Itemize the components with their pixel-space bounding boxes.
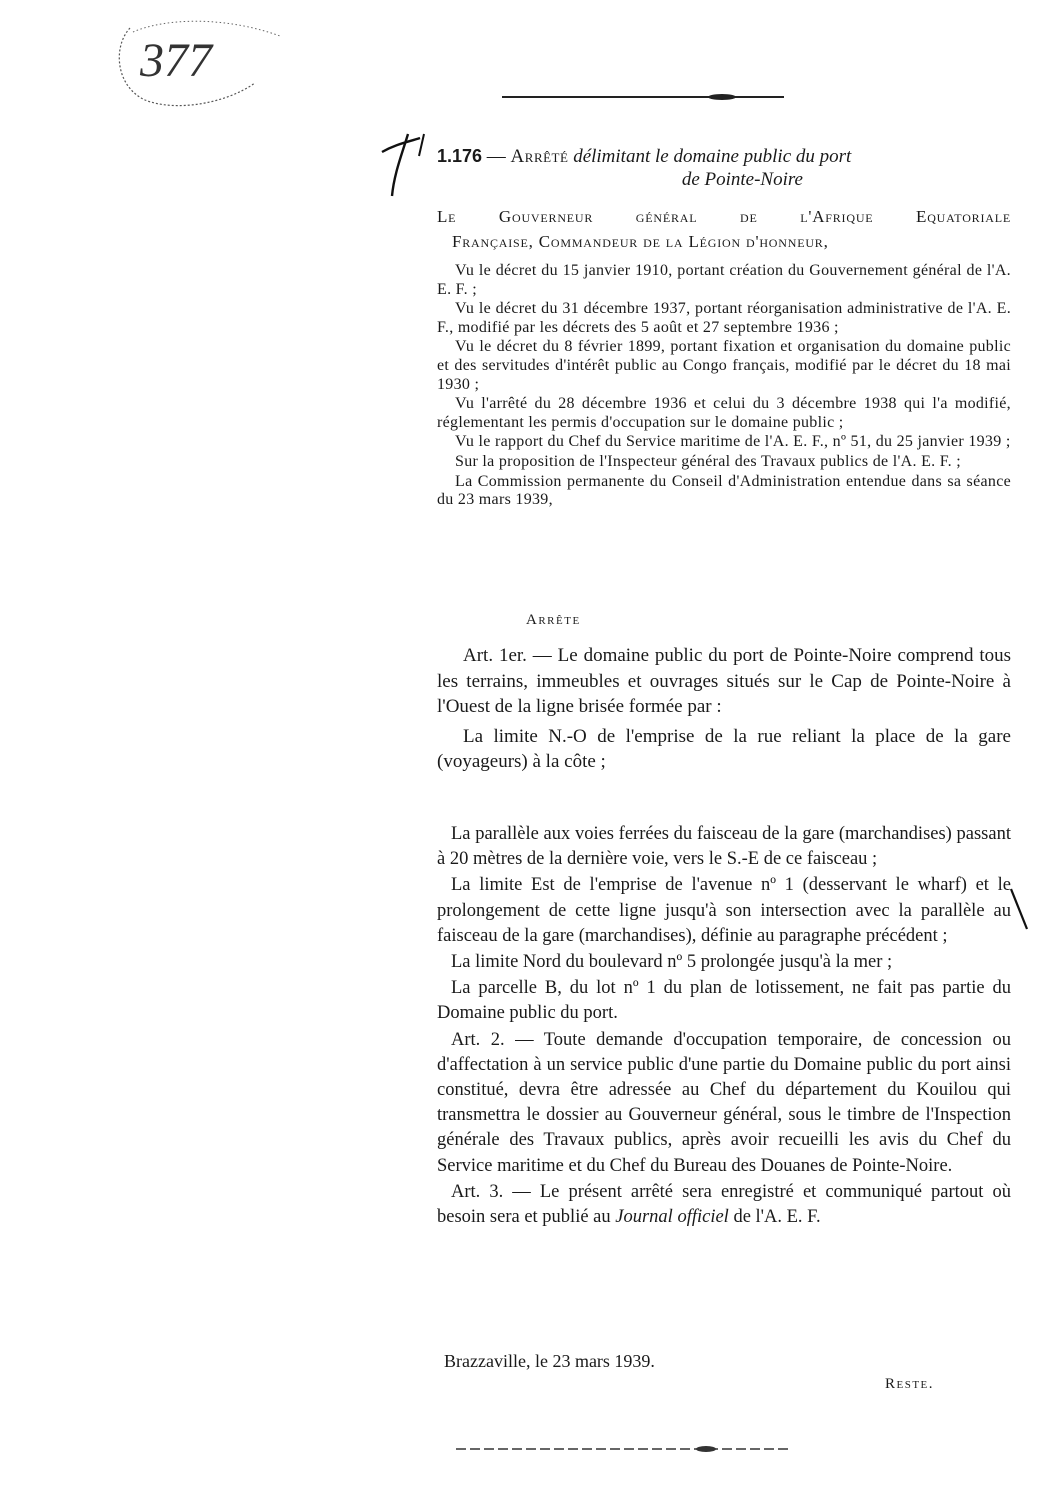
top-divider-rule xyxy=(502,92,784,102)
body-paragraph: Art. 2. — Toute demande d'occupation temporaire, de concession ou d'affectation à un service public d'une partie du Domaine public du port ainsi constitué, devra être adressée au Chef du département du Kouilou qui transmettra le dossier au Gouverneur général, sous le timbre de l'Inspection générale des Travaux publics, après avoir recueilli les avis du Chef du Service maritime et du Chef du Bureau des Douanes de Pointe-Noire. xyxy=(437,1029,1011,1176)
visa-paragraph: Vu le décret du 15 janvier 1910, portant création du Gouvernement général de l'A. E. F. ; xyxy=(437,262,1011,298)
title-keyword: Arrêté xyxy=(510,146,569,167)
visa-paragraph: Vu le rapport du Chef du Service maritime de l'A. E. F., nº 51, du 25 janvier 1939 ; xyxy=(455,433,1011,451)
art3-text: Art. 3. — Le présent arrêté sera enregistré et communiqué partout où besoin sera et publié au xyxy=(437,1181,1011,1228)
visa-paragraph: Vu le décret du 31 décembre 1937, portant réorganisation administrative de l'A. E. F., modifié par les décrets des 5 août et 27 septembre 1936 ; xyxy=(437,300,1011,336)
margin-x-mark xyxy=(378,130,438,200)
visa-paragraph: La Commission permanente du Conseil d'Administration entendue dans sa séance du 23 mars 1939, xyxy=(437,472,1011,509)
authority-line-2: Française, Commandeur de la Légion d'honneur, xyxy=(452,232,829,251)
article-3 xyxy=(437,1180,1011,1230)
art3-end: de l'A. E. F. xyxy=(728,1207,821,1228)
body-paragraph: La parcelle B, du lot nº 1 du plan de lotissement, ne fait pas partie du Domaine public du port. xyxy=(437,978,1011,1024)
journal-officiel: Journal officiel xyxy=(615,1207,729,1228)
title-subject: délimitant le domaine public du port xyxy=(573,146,852,167)
visa-paragraph: Sur la proposition de l'Inspecteur général des Travaux publics de l'A. E. F. ; xyxy=(455,452,962,470)
arrete-heading: Arrête xyxy=(526,612,581,628)
body-paragraph: La limite Nord du boulevard nº 5 prolongée jusqu'à la mer ; xyxy=(451,952,893,973)
visas-list xyxy=(437,262,1011,511)
place-and-date: Brazzaville, le 23 mars 1939. xyxy=(444,1351,655,1371)
article-1 xyxy=(437,643,1011,779)
article-paragraph: La limite N.-O de l'emprise de la rue reliant la place de la gare (voyageurs) à la côte ; xyxy=(437,725,1011,772)
body-paragraph: La limite Est de l'emprise de l'avenue nº 1 (desservant le wharf) et le prolongement de cette ligne jusqu'à son intersection avec la parallèle au faisceau de la gare (marchandises), définie au paragraphe précédent ; xyxy=(437,875,1011,946)
title-line-2: de Pointe-Noire xyxy=(681,169,803,190)
visa-paragraph: Vu l'arrêté du 28 décembre 1936 et celui du 3 décembre 1938 qui l'a modifié, réglementant les permis d'occupation sur le domaine public ; xyxy=(437,395,1011,431)
body-paragraph: La parallèle aux voies ferrées du faisceau de la gare (marchandises) passant à 20 mètres de la dernière voie, vers le S.-E de ce faisceau ; xyxy=(437,824,1011,870)
margin-tick-mark xyxy=(1005,885,1035,935)
handwritten-stamp-mark xyxy=(105,8,290,113)
body-text xyxy=(437,822,1011,1231)
article-paragraph: Art. 1er. — Le domaine public du port de Pointe-Noire comprend tous les terrains, immeubles et ouvrages situés sur le Cap de Pointe-Noire à l'Ouest de la ligne brisée formée par : xyxy=(437,645,1011,717)
signatory-name: Reste. xyxy=(885,1376,935,1392)
authority-line-1: Le Gouverneur général de l'Afrique Equatoriale xyxy=(437,207,1011,226)
title-dash: — xyxy=(486,146,506,167)
decree-title xyxy=(437,143,1011,170)
decree-number: 1.176 xyxy=(437,146,483,166)
bottom-divider-rule xyxy=(456,1443,790,1455)
svg-text:377: 377 xyxy=(140,34,212,87)
visa-paragraph: Vu le décret du 8 février 1899, portant fixation et organisation du domaine public et des servitudes d'intérêt public au Congo français, modifié par le décret du 18 mai 1930 ; xyxy=(437,338,1011,393)
